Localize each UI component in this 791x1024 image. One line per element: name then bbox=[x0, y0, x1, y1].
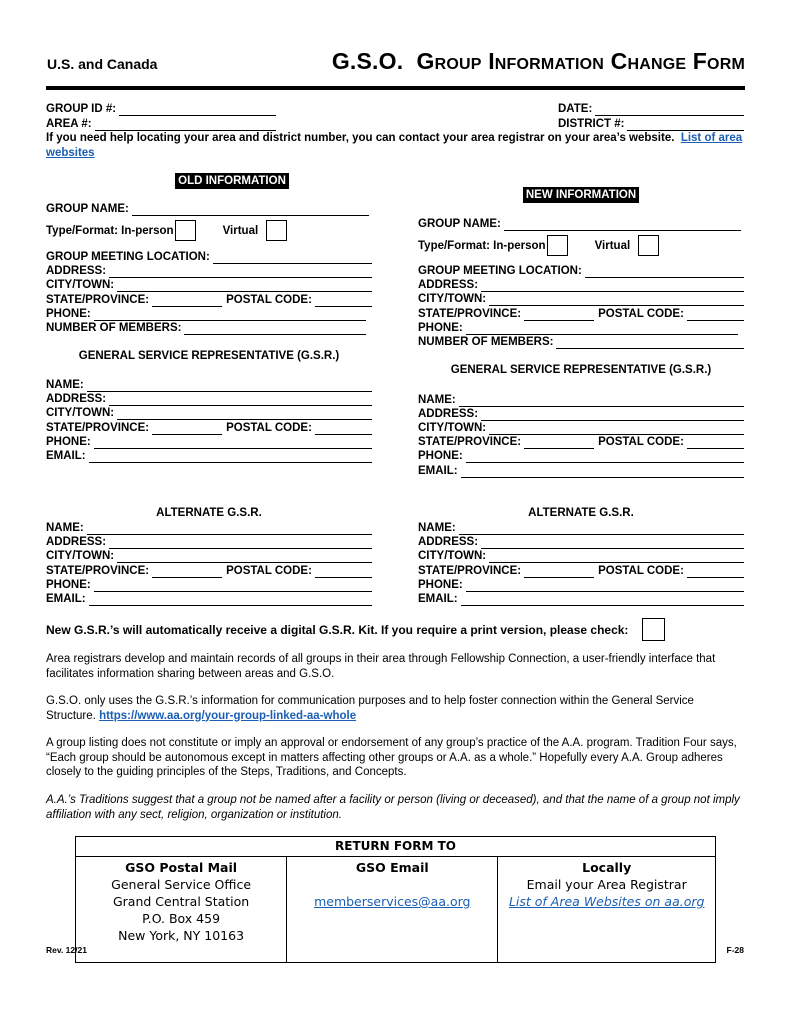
old-gsr-city-line[interactable] bbox=[117, 408, 372, 420]
member-services-email-link[interactable]: memberservices@aa.org bbox=[314, 894, 471, 909]
old-alt-state-line[interactable] bbox=[152, 566, 222, 578]
old-postal-label: POSTAL CODE: bbox=[226, 294, 312, 306]
new-phone-line[interactable] bbox=[466, 323, 738, 335]
form-code-label: F-28 bbox=[726, 945, 744, 955]
new-members-field[interactable] bbox=[418, 335, 744, 349]
title-prefix: G.S.O. bbox=[331, 48, 404, 74]
old-alt-state-postal-field[interactable] bbox=[46, 564, 372, 578]
old-postal-line[interactable] bbox=[315, 295, 372, 307]
old-gsr-phone-label: PHONE: bbox=[46, 436, 91, 448]
postal-line-2: Grand Central Station bbox=[112, 894, 250, 909]
old-gsr-state-label: STATE/PROVINCE: bbox=[46, 422, 150, 434]
old-members-field[interactable] bbox=[46, 321, 366, 335]
new-city-line[interactable] bbox=[489, 294, 744, 306]
new-gsr-name-field[interactable] bbox=[418, 393, 744, 407]
old-alt-phone-field[interactable] bbox=[46, 578, 372, 592]
old-alt-city-label: CITY/TOWN: bbox=[46, 550, 115, 562]
new-gsr-city-line[interactable] bbox=[489, 423, 744, 435]
old-meeting-location-line[interactable] bbox=[213, 252, 372, 264]
new-alt-city-line[interactable] bbox=[489, 551, 744, 563]
area-field[interactable] bbox=[46, 117, 276, 131]
old-group-name-field[interactable] bbox=[46, 202, 369, 216]
print-kit-checkbox[interactable] bbox=[642, 618, 665, 641]
old-alt-phone-line[interactable] bbox=[94, 580, 372, 592]
old-alt-name-line[interactable] bbox=[87, 523, 372, 535]
registrar-paragraph: Area registrars develop and maintain records of all groups in their area through Fellowship Connection, a user-friendly interface that facilitates information sharing between areas and G.S.O. bbox=[46, 653, 716, 680]
old-virtual-checkbox[interactable] bbox=[266, 220, 287, 241]
locally-cell bbox=[498, 857, 716, 963]
old-city-field[interactable] bbox=[46, 278, 372, 292]
gsr-info-text: G.S.O. only uses the G.S.R.’s information for communication purposes and to help foster connection within the General Service Structure. bbox=[46, 695, 694, 722]
region-label: U.S. and Canada bbox=[47, 56, 158, 72]
new-group-name-line[interactable] bbox=[504, 219, 741, 231]
old-gsr-state-line[interactable] bbox=[152, 423, 222, 435]
new-alt-address-field[interactable] bbox=[418, 535, 744, 549]
old-alt-email-field[interactable] bbox=[46, 592, 372, 606]
old-alt-city-line[interactable] bbox=[117, 551, 372, 563]
old-gsr-address-line[interactable] bbox=[109, 394, 372, 406]
new-alt-postal-label: POSTAL CODE: bbox=[598, 565, 684, 577]
postal-line-3: P.O. Box 459 bbox=[142, 911, 221, 926]
postal-line-1: General Service Office bbox=[111, 877, 252, 892]
new-group-name-field[interactable] bbox=[418, 217, 741, 231]
new-group-name-label: GROUP NAME: bbox=[418, 218, 501, 230]
old-meeting-location-label: GROUP MEETING LOCATION: bbox=[46, 251, 210, 263]
new-members-label: NUMBER OF MEMBERS: bbox=[418, 336, 554, 348]
old-phone-field[interactable] bbox=[46, 307, 366, 321]
new-members-line[interactable] bbox=[556, 337, 744, 349]
new-meeting-location-label: GROUP MEETING LOCATION: bbox=[418, 265, 582, 277]
date-field[interactable] bbox=[558, 102, 744, 116]
new-gsr-city-field[interactable] bbox=[418, 421, 744, 435]
old-city-line[interactable] bbox=[117, 280, 372, 292]
group-id-field[interactable] bbox=[46, 102, 276, 116]
group-linked-link[interactable]: https://www.aa.org/your-group-linked-aa-whole bbox=[99, 709, 357, 722]
print-kit-note: New G.S.R.’s will automatically receive a digital G.S.R. Kit. If you require a print version, please check: bbox=[46, 622, 629, 637]
group-id-label: GROUP ID #: bbox=[46, 103, 117, 115]
old-alt-email-line[interactable] bbox=[89, 594, 372, 606]
new-alt-heading: ALTERNATE G.S.R. bbox=[528, 507, 634, 519]
old-gsr-name-label: NAME: bbox=[46, 379, 84, 391]
new-alt-city-field[interactable] bbox=[418, 549, 744, 563]
date-label: DATE: bbox=[558, 103, 593, 115]
postal-mail-cell bbox=[76, 857, 287, 963]
new-address-label: ADDRESS: bbox=[418, 279, 479, 291]
gso-email-heading: GSO Email bbox=[355, 860, 429, 875]
old-gsr-email-label: EMAIL: bbox=[46, 450, 86, 462]
district-field[interactable] bbox=[558, 117, 744, 131]
new-gsr-email-label: EMAIL: bbox=[418, 465, 458, 477]
new-postal-label: POSTAL CODE: bbox=[598, 308, 684, 320]
old-alt-postal-line[interactable] bbox=[315, 566, 372, 578]
old-info-heading: OLD INFORMATION bbox=[46, 175, 418, 187]
old-alt-address-field[interactable] bbox=[46, 535, 372, 549]
new-alt-address-label: ADDRESS: bbox=[418, 536, 479, 548]
return-form-table bbox=[75, 836, 716, 963]
new-meeting-location-line[interactable] bbox=[585, 266, 744, 278]
old-gsr-phone-field[interactable] bbox=[46, 435, 372, 449]
new-in-person-checkbox[interactable] bbox=[547, 235, 568, 256]
new-city-label: CITY/TOWN: bbox=[418, 293, 487, 305]
new-city-field[interactable] bbox=[418, 292, 744, 306]
new-state-label: STATE/PROVINCE: bbox=[418, 308, 522, 320]
new-alt-email-field[interactable] bbox=[418, 592, 744, 606]
new-gsr-email-field[interactable] bbox=[418, 464, 744, 478]
return-form-title: RETURN FORM TO bbox=[76, 837, 716, 857]
new-alt-state-postal-field[interactable] bbox=[418, 564, 744, 578]
new-gsr-state-postal-field[interactable] bbox=[418, 435, 744, 449]
old-group-name-line[interactable] bbox=[132, 204, 369, 216]
new-state-line[interactable] bbox=[524, 309, 594, 321]
tradition-four-paragraph: A group listing does not constitute or imply an approval or endorsement of any group’s practice of the A.A. program. Tradition Four says, “Each group should be autonomous except in matters affecting other groups or A.A. as a whole.” Hopefully every A.A. Group adheres closely to the guiding principles of the Steps, Traditions, and Concepts. bbox=[46, 737, 737, 778]
new-gsr-postal-label: POSTAL CODE: bbox=[598, 436, 684, 448]
old-gsr-postal-line[interactable] bbox=[315, 423, 372, 435]
group-id-line[interactable] bbox=[119, 104, 276, 116]
old-alt-name-field[interactable] bbox=[46, 521, 372, 535]
new-alt-name-label: NAME: bbox=[418, 522, 456, 534]
area-line[interactable] bbox=[95, 119, 276, 131]
new-gsr-postal-line[interactable] bbox=[687, 437, 744, 449]
district-label: DISTRICT #: bbox=[558, 118, 625, 130]
new-alt-email-label: EMAIL: bbox=[418, 593, 458, 605]
new-gsr-name-label: NAME: bbox=[418, 394, 456, 406]
old-gsr-city-field[interactable] bbox=[46, 406, 372, 420]
area-websites-link[interactable]: List of area websites bbox=[46, 132, 743, 159]
title-main: Group Information Change Form bbox=[416, 48, 745, 74]
intro-sentence: If you need help locating your area and district number, you can contact your area registrar on your area’s website. bbox=[46, 132, 675, 144]
new-type-format-row bbox=[418, 235, 659, 256]
new-alt-phone-line[interactable] bbox=[466, 580, 744, 592]
new-virtual-label: Virtual bbox=[594, 239, 631, 252]
new-state-postal-field[interactable] bbox=[418, 307, 744, 321]
postal-mail-heading: GSO Postal Mail bbox=[125, 860, 238, 875]
new-alt-state-label: STATE/PROVINCE: bbox=[418, 565, 522, 577]
new-gsr-address-line[interactable] bbox=[481, 409, 744, 421]
postal-line-4: New York, NY 10163 bbox=[118, 928, 245, 943]
new-gsr-phone-label: PHONE: bbox=[418, 450, 463, 462]
old-phone-label: PHONE: bbox=[46, 308, 91, 320]
old-address-field[interactable] bbox=[46, 264, 372, 278]
old-city-label: CITY/TOWN: bbox=[46, 279, 115, 291]
district-line[interactable] bbox=[627, 119, 744, 131]
gsr-info-paragraph bbox=[46, 694, 746, 723]
old-alt-name-label: NAME: bbox=[46, 522, 84, 534]
new-phone-field[interactable] bbox=[418, 321, 738, 335]
new-info-heading: NEW INFORMATION bbox=[418, 189, 744, 201]
new-alt-address-line[interactable] bbox=[481, 537, 744, 549]
old-alt-postal-label: POSTAL CODE: bbox=[226, 565, 312, 577]
old-gsr-email-line[interactable] bbox=[89, 451, 372, 463]
old-type-format-label: Type/Format: In-person bbox=[46, 224, 174, 237]
old-alt-heading: ALTERNATE G.S.R. bbox=[156, 507, 262, 519]
new-alt-name-line[interactable] bbox=[459, 523, 744, 535]
old-gsr-name-field[interactable] bbox=[46, 378, 372, 392]
new-gsr-state-label: STATE/PROVINCE: bbox=[418, 436, 522, 448]
traditions-paragraph: A.A.’s Traditions suggest that a group not be named after a facility or person (living or deceased), and that the name of a group not imply affiliation with any sect, religion, organization or institution. bbox=[46, 794, 740, 821]
new-postal-line[interactable] bbox=[687, 309, 744, 321]
old-gsr-phone-line[interactable] bbox=[94, 437, 372, 449]
old-virtual-label: Virtual bbox=[222, 224, 259, 237]
new-meeting-location-field[interactable] bbox=[418, 264, 744, 278]
old-state-label: STATE/PROVINCE: bbox=[46, 294, 150, 306]
old-in-person-checkbox[interactable] bbox=[175, 220, 196, 241]
new-alt-phone-field[interactable] bbox=[418, 578, 744, 592]
intro-text bbox=[46, 131, 746, 160]
old-address-label: ADDRESS: bbox=[46, 265, 107, 277]
new-virtual-checkbox[interactable] bbox=[638, 235, 659, 256]
new-gsr-address-label: ADDRESS: bbox=[418, 408, 479, 420]
header-rule bbox=[46, 86, 745, 90]
old-phone-line[interactable] bbox=[94, 309, 366, 321]
locally-heading: Locally bbox=[582, 860, 632, 875]
new-type-format-label: Type/Format: In-person bbox=[418, 239, 546, 252]
gso-email-cell bbox=[287, 857, 498, 963]
revision-label: Rev. 12/21 bbox=[46, 945, 87, 955]
new-alt-email-line[interactable] bbox=[461, 594, 744, 606]
area-websites-aa-link[interactable]: List of Area Websites on aa.org bbox=[508, 894, 705, 909]
new-gsr-heading: GENERAL SERVICE REPRESENTATIVE (G.S.R.) bbox=[450, 364, 712, 376]
date-line[interactable] bbox=[595, 104, 744, 116]
old-members-label: NUMBER OF MEMBERS: bbox=[46, 322, 182, 334]
old-type-format-row bbox=[46, 220, 287, 241]
new-alt-city-label: CITY/TOWN: bbox=[418, 550, 487, 562]
old-gsr-city-label: CITY/TOWN: bbox=[46, 407, 115, 419]
form-title bbox=[332, 48, 745, 75]
old-alt-email-label: EMAIL: bbox=[46, 593, 86, 605]
old-alt-state-label: STATE/PROVINCE: bbox=[46, 565, 150, 577]
old-gsr-heading: GENERAL SERVICE REPRESENTATIVE (G.S.R.) bbox=[78, 350, 340, 362]
area-label: AREA #: bbox=[46, 118, 92, 130]
new-address-line[interactable] bbox=[481, 280, 744, 292]
print-kit-row bbox=[46, 618, 665, 641]
old-state-postal-field[interactable] bbox=[46, 293, 372, 307]
new-alt-state-line[interactable] bbox=[524, 566, 594, 578]
new-gsr-name-line[interactable] bbox=[459, 395, 744, 407]
old-gsr-address-field[interactable] bbox=[46, 392, 372, 406]
new-gsr-email-line[interactable] bbox=[461, 466, 744, 478]
new-gsr-phone-field[interactable] bbox=[418, 449, 744, 463]
old-gsr-postal-label: POSTAL CODE: bbox=[226, 422, 312, 434]
old-gsr-email-field[interactable] bbox=[46, 449, 372, 463]
old-state-line[interactable] bbox=[152, 295, 222, 307]
old-alt-phone-label: PHONE: bbox=[46, 579, 91, 591]
old-group-name-label: GROUP NAME: bbox=[46, 203, 129, 215]
new-alt-name-field[interactable] bbox=[418, 521, 744, 535]
new-alt-phone-label: PHONE: bbox=[418, 579, 463, 591]
old-gsr-name-line[interactable] bbox=[87, 380, 372, 392]
old-meeting-location-field[interactable] bbox=[46, 250, 372, 264]
old-gsr-address-label: ADDRESS: bbox=[46, 393, 107, 405]
old-address-line[interactable] bbox=[109, 266, 372, 278]
old-alt-address-label: ADDRESS: bbox=[46, 536, 107, 548]
new-alt-postal-line[interactable] bbox=[687, 566, 744, 578]
old-alt-city-field[interactable] bbox=[46, 549, 372, 563]
old-gsr-state-postal-field[interactable] bbox=[46, 421, 372, 435]
new-gsr-city-label: CITY/TOWN: bbox=[418, 422, 487, 434]
new-gsr-address-field[interactable] bbox=[418, 407, 744, 421]
new-phone-label: PHONE: bbox=[418, 322, 463, 334]
locally-line: Email your Area Registrar bbox=[526, 877, 687, 892]
old-members-line[interactable] bbox=[184, 323, 366, 335]
new-address-field[interactable] bbox=[418, 278, 744, 292]
old-alt-address-line[interactable] bbox=[109, 537, 372, 549]
new-gsr-phone-line[interactable] bbox=[466, 451, 744, 463]
new-gsr-state-line[interactable] bbox=[524, 437, 594, 449]
